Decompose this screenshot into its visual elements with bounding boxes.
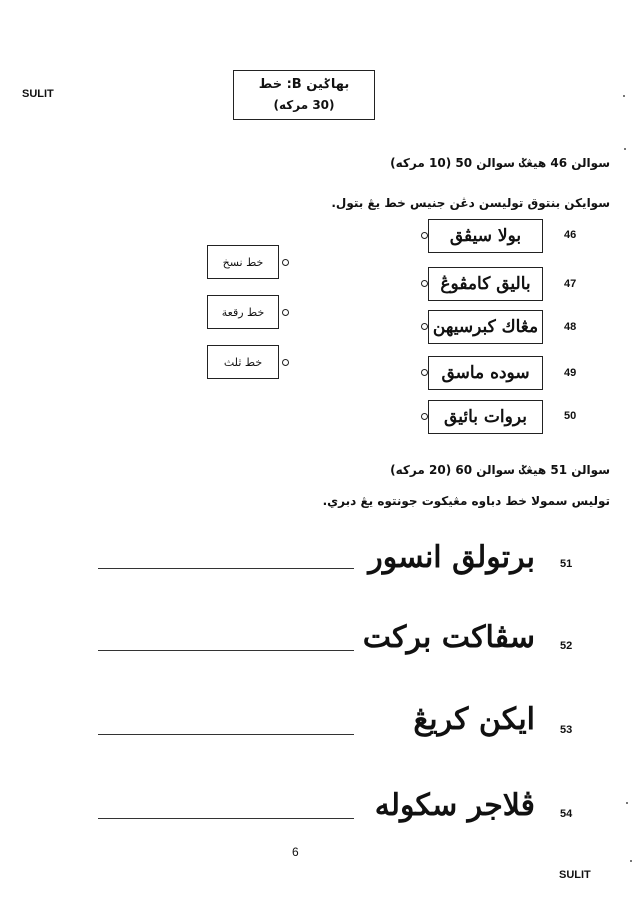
- option-riqah-dot[interactable]: [282, 309, 289, 316]
- option-naskh-dot[interactable]: [282, 259, 289, 266]
- question-46-box: [428, 219, 543, 253]
- question-50-box: [428, 400, 543, 434]
- question-52-calligraphy: سڤاكت بركت: [362, 620, 535, 655]
- question-49-number: 49: [564, 367, 577, 379]
- scan-speck: [623, 95, 625, 97]
- question-48-number: 48: [564, 321, 577, 333]
- question-52-number: 52: [560, 640, 573, 652]
- part2-range: سوالن 51 هيڠݢ سوالن 60 (20 مركه): [390, 463, 610, 477]
- answer-line-53[interactable]: [98, 734, 354, 735]
- scan-speck: [624, 148, 626, 150]
- option-label: خط ثلث: [223, 355, 263, 369]
- part1-range: سوالن 46 هيڠݢ سوالن 50 (10 مركه): [390, 156, 610, 170]
- footer-sulit-label: SULIT: [559, 869, 591, 881]
- question-text: بروات بائيق: [444, 407, 527, 427]
- answer-line-52[interactable]: [98, 650, 354, 651]
- section-title: بهاݢين B: خط: [258, 77, 350, 92]
- question-49-box: [428, 356, 543, 390]
- question-49-dot[interactable]: [421, 369, 428, 376]
- question-47-number: 47: [564, 278, 577, 290]
- question-54-number: 54: [560, 808, 573, 820]
- section-title-box: [233, 70, 375, 120]
- option-label: خط رقعة: [221, 305, 265, 319]
- answer-line-51[interactable]: [98, 568, 354, 569]
- question-text: باليق كامڤوڠ: [440, 274, 531, 294]
- question-text: مڠاك كبرسيهن: [432, 317, 539, 337]
- option-riqah-box: [207, 295, 279, 329]
- scan-speck: [630, 860, 632, 862]
- question-54-calligraphy: ڤلاجر سكوله: [374, 788, 535, 823]
- question-47-dot[interactable]: [421, 280, 428, 287]
- question-50-number: 50: [564, 410, 577, 422]
- option-naskh-box: [207, 245, 279, 279]
- question-48-box: [428, 310, 543, 344]
- question-46-number: 46: [564, 229, 577, 241]
- question-47-box: [428, 267, 543, 301]
- question-51-calligraphy: برتولق انسور: [368, 540, 535, 575]
- scan-speck: [626, 802, 628, 804]
- question-53-number: 53: [560, 724, 573, 736]
- question-text: سوده ماسق: [441, 363, 530, 383]
- question-51-number: 51: [560, 558, 573, 570]
- question-50-dot[interactable]: [421, 413, 428, 420]
- part1-instruction: سوايكن بنتوق توليسن دڠن جنيس خط يڠ بتول.: [331, 196, 610, 210]
- section-marks: (30 مركه): [273, 98, 335, 112]
- question-48-dot[interactable]: [421, 323, 428, 330]
- option-thuluth-box: [207, 345, 279, 379]
- page-number: 6: [292, 845, 299, 859]
- part2-instruction: توليس سمولا خط دباوه مڠيكوت جونتوه يڠ دبري.: [322, 494, 610, 508]
- question-text: بولا سيڤق: [449, 226, 522, 246]
- option-thuluth-dot[interactable]: [282, 359, 289, 366]
- option-label: خط نسخ: [222, 255, 264, 269]
- question-53-calligraphy: ايكن كريڠ: [413, 702, 535, 737]
- question-46-dot[interactable]: [421, 232, 428, 239]
- answer-line-54[interactable]: [98, 818, 354, 819]
- header-sulit-label: SULIT: [22, 88, 54, 100]
